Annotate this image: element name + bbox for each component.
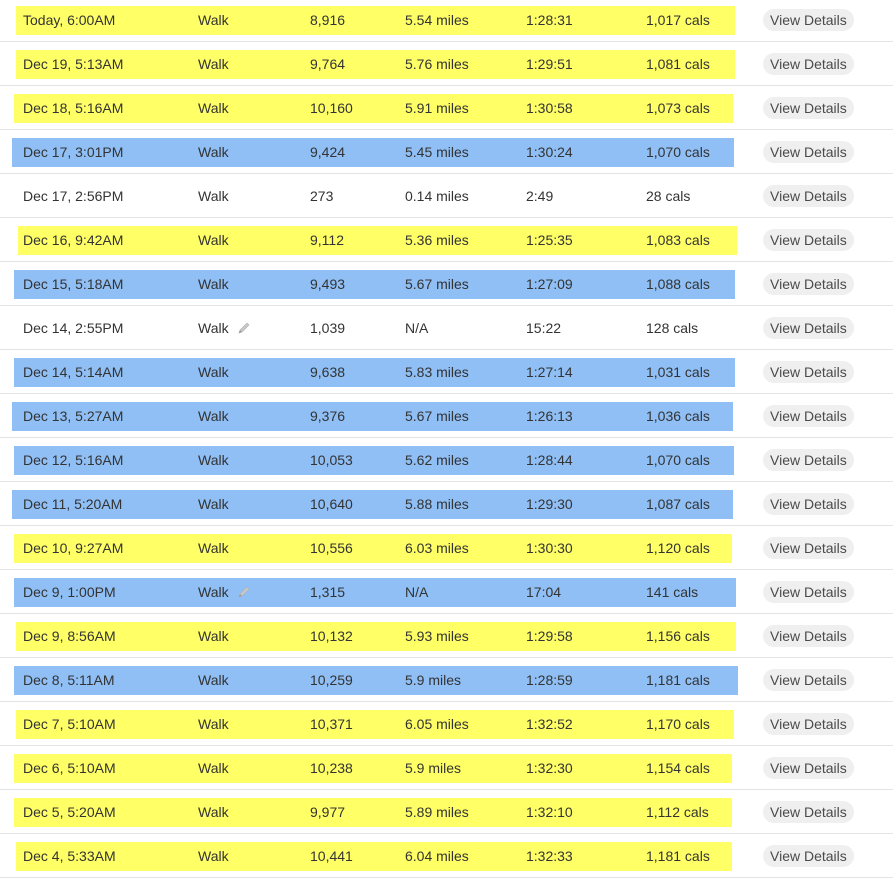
activity-steps: 9,112 [310, 232, 344, 248]
activity-duration: 1:27:14 [526, 364, 573, 380]
activity-row [0, 350, 893, 394]
activity-steps: 273 [310, 188, 334, 204]
activity-steps: 9,977 [310, 804, 346, 820]
view-details-button[interactable]: View Details [763, 185, 854, 207]
activity-date: Dec 8, 5:11AM [23, 672, 115, 688]
activity-steps: 10,053 [310, 452, 353, 468]
activity-row [0, 130, 893, 174]
activity-calories: 1,036 cals [646, 408, 710, 424]
activity-steps: 10,238 [310, 760, 353, 776]
activity-distance: 5.67 miles [405, 276, 469, 292]
activity-type [198, 834, 229, 878]
activity-type [198, 702, 229, 746]
row-highlight [14, 798, 732, 827]
activity-type-label: Walk [198, 584, 229, 600]
activity-distance: 5.89 miles [405, 804, 469, 820]
activity-duration: 1:25:35 [526, 232, 573, 248]
activity-duration: 1:29:51 [526, 56, 573, 72]
activity-duration: 1:28:59 [526, 672, 573, 688]
activity-date: Today, 6:00AM [23, 12, 116, 28]
activity-type [198, 174, 229, 218]
activity-calories: 1,070 cals [646, 144, 710, 160]
activity-date: Dec 12, 5:16AM [23, 452, 124, 468]
activity-duration: 1:28:31 [526, 12, 573, 28]
activity-calories: 1,031 cals [646, 364, 710, 380]
activity-steps: 9,376 [310, 408, 346, 424]
activity-distance: 5.54 miles [405, 12, 469, 28]
activity-type-label: Walk [198, 628, 229, 644]
activity-type-label: Walk [198, 100, 229, 116]
activity-date: Dec 4, 5:33AM [23, 848, 116, 864]
activity-steps: 9,764 [310, 56, 346, 72]
activity-calories: 1,112 cals [646, 804, 709, 820]
activity-distance: 5.62 miles [405, 452, 469, 468]
activity-steps: 10,259 [310, 672, 353, 688]
activity-distance: 6.03 miles [405, 540, 469, 556]
activity-type [198, 350, 229, 394]
activity-calories: 1,181 cals [646, 848, 710, 864]
view-details-button[interactable]: View Details [763, 669, 854, 691]
activity-steps: 9,493 [310, 276, 346, 292]
view-details-button[interactable]: View Details [763, 537, 854, 559]
view-details-button[interactable]: View Details [763, 449, 854, 471]
view-details-button[interactable]: View Details [763, 141, 854, 163]
activity-duration: 1:26:13 [526, 408, 573, 424]
view-details-button[interactable]: View Details [763, 581, 854, 603]
activity-type-label: Walk [198, 56, 229, 72]
activity-distance: 5.76 miles [405, 56, 469, 72]
row-highlight [14, 666, 738, 695]
activity-type [198, 394, 229, 438]
activity-row [0, 614, 893, 658]
activity-distance: 5.9 miles [405, 760, 462, 776]
activity-type-label: Walk [198, 232, 229, 248]
activity-date: Dec 9, 1:00PM [23, 584, 116, 600]
activity-type [198, 570, 252, 614]
view-details-button[interactable]: View Details [763, 53, 854, 75]
activity-duration: 1:27:09 [526, 276, 573, 292]
activity-row [0, 834, 893, 878]
activity-duration: 1:32:30 [526, 760, 573, 776]
activity-distance: 5.45 miles [405, 144, 469, 160]
activity-distance: 6.04 miles [405, 848, 469, 864]
activity-type [198, 130, 229, 174]
row-highlight [16, 842, 732, 871]
activity-date: Dec 10, 9:27AM [23, 540, 124, 556]
view-details-button[interactable]: View Details [763, 801, 854, 823]
row-highlight [14, 754, 732, 783]
activity-type [198, 482, 229, 526]
activity-type [198, 438, 229, 482]
activity-duration: 1:29:58 [526, 628, 573, 644]
activity-row [0, 438, 893, 482]
activity-calories: 1,083 cals [646, 232, 710, 248]
activity-row [0, 570, 893, 614]
activity-type [198, 614, 229, 658]
activity-date: Dec 11, 5:20AM [23, 496, 123, 512]
view-details-button[interactable]: View Details [763, 405, 854, 427]
activity-duration: 1:32:10 [526, 804, 573, 820]
activity-duration: 1:29:30 [526, 496, 573, 512]
activity-row [0, 394, 893, 438]
activity-calories: 1,017 cals [646, 12, 710, 28]
activity-calories: 141 cals [646, 584, 699, 600]
pencil-edit-icon [236, 584, 252, 600]
activity-duration: 1:30:58 [526, 100, 573, 116]
activity-date: Dec 7, 5:10AM [23, 716, 116, 732]
activity-steps: 10,441 [310, 848, 353, 864]
activity-row [0, 702, 893, 746]
activity-type [198, 306, 252, 350]
activity-type-label: Walk [198, 716, 229, 732]
view-details-button[interactable]: View Details [763, 757, 854, 779]
activity-date: Dec 14, 5:14AM [23, 364, 124, 380]
activity-type-label: Walk [198, 188, 229, 204]
activity-steps: 8,916 [310, 12, 346, 28]
activity-distance: 6.05 miles [405, 716, 469, 732]
activity-duration: 1:30:24 [526, 144, 573, 160]
activity-duration: 1:28:44 [526, 452, 573, 468]
activity-type [198, 0, 229, 42]
activity-type-label: Walk [198, 408, 229, 424]
activity-row [0, 0, 893, 42]
activity-type [198, 42, 229, 86]
activity-type [198, 526, 229, 570]
activity-duration: 1:30:30 [526, 540, 573, 556]
activity-type-label: Walk [198, 364, 229, 380]
activity-type-label: Walk [198, 452, 229, 468]
row-highlight [16, 622, 736, 651]
activity-row [0, 306, 893, 350]
activity-type-label: Walk [198, 540, 229, 556]
row-highlight [16, 6, 735, 35]
row-highlight [16, 710, 734, 739]
activity-type [198, 790, 229, 834]
activity-row [0, 746, 893, 790]
view-details-button[interactable]: View Details [763, 273, 854, 295]
row-highlight [16, 50, 735, 79]
activity-duration: 15:22 [526, 320, 562, 336]
activity-type-label: Walk [198, 496, 229, 512]
view-details-button[interactable]: View Details [763, 625, 854, 647]
activity-date: Dec 17, 2:56PM [23, 188, 124, 204]
activity-duration: 1:32:52 [526, 716, 573, 732]
activity-steps: 10,556 [310, 540, 353, 556]
activity-calories: 1,120 cals [646, 540, 710, 556]
activity-type-label: Walk [198, 672, 229, 688]
activity-row [0, 482, 893, 526]
view-details-button[interactable]: View Details [763, 229, 854, 251]
activity-duration: 1:32:33 [526, 848, 573, 864]
activity-row [0, 42, 893, 86]
activity-calories: 1,073 cals [646, 100, 710, 116]
activity-distance: 5.93 miles [405, 628, 469, 644]
activity-type [198, 746, 229, 790]
activity-distance: N/A [405, 584, 429, 600]
activity-distance: N/A [405, 320, 429, 336]
view-details-button[interactable]: View Details [763, 97, 854, 119]
activity-distance: 0.14 miles [405, 188, 469, 204]
activity-type-label: Walk [198, 12, 229, 28]
activity-distance: 5.67 miles [405, 408, 469, 424]
activity-row [0, 174, 893, 218]
activity-distance: 5.36 miles [405, 232, 469, 248]
activity-calories: 1,181 cals [646, 672, 710, 688]
view-details-button[interactable]: View Details [763, 713, 854, 735]
row-highlight [14, 578, 736, 607]
view-details-button[interactable]: View Details [763, 845, 854, 867]
activity-date: Dec 5, 5:20AM [23, 804, 116, 820]
activity-steps: 10,371 [310, 716, 353, 732]
view-details-button[interactable]: View Details [763, 493, 854, 515]
activity-date: Dec 9, 8:56AM [23, 628, 116, 644]
activity-distance: 5.91 miles [405, 100, 469, 116]
activity-calories: 1,087 cals [646, 496, 710, 512]
activity-row [0, 658, 893, 702]
activity-type-label: Walk [198, 144, 229, 160]
activity-steps: 10,640 [310, 496, 353, 512]
row-highlight [18, 226, 737, 255]
activity-calories: 1,170 cals [646, 716, 710, 732]
activity-calories: 28 cals [646, 188, 691, 204]
activity-date: Dec 6, 5:10AM [23, 760, 116, 776]
activity-date: Dec 16, 9:42AM [23, 232, 124, 248]
view-details-button[interactable]: View Details [763, 9, 854, 31]
activity-type-label: Walk [198, 804, 229, 820]
activity-distance: 5.88 miles [405, 496, 469, 512]
activity-date: Dec 18, 5:16AM [23, 100, 124, 116]
activity-date: Dec 13, 5:27AM [23, 408, 124, 424]
activity-distance: 5.83 miles [405, 364, 469, 380]
activity-duration: 2:49 [526, 188, 554, 204]
activity-row [0, 86, 893, 130]
pencil-edit-icon [236, 320, 252, 336]
activity-type [198, 262, 229, 306]
activity-row [0, 262, 893, 306]
activity-date: Dec 15, 5:18AM [23, 276, 124, 292]
activity-type [198, 218, 229, 262]
activity-row [0, 218, 893, 262]
activity-type [198, 86, 229, 130]
activity-date: Dec 14, 2:55PM [23, 320, 124, 336]
activity-duration: 17:04 [526, 584, 562, 600]
activity-calories: 1,154 cals [646, 760, 710, 776]
activity-type-label: Walk [198, 276, 229, 292]
activity-date: Dec 19, 5:13AM [23, 56, 124, 72]
activity-calories: 1,156 cals [646, 628, 710, 644]
activity-steps: 1,039 [310, 320, 346, 336]
activity-type-label: Walk [198, 760, 229, 776]
activity-calories: 1,070 cals [646, 452, 710, 468]
activity-calories: 128 cals [646, 320, 699, 336]
activity-date: Dec 17, 3:01PM [23, 144, 124, 160]
activity-calories: 1,081 cals [646, 56, 710, 72]
activity-steps: 10,132 [310, 628, 353, 644]
activity-steps: 1,315 [310, 584, 346, 600]
activity-type-label: Walk [198, 848, 229, 864]
activity-steps: 10,160 [310, 100, 353, 116]
activity-row [0, 790, 893, 834]
activity-calories: 1,088 cals [646, 276, 710, 292]
activity-type [198, 658, 229, 702]
activity-steps: 9,638 [310, 364, 346, 380]
view-details-button[interactable]: View Details [763, 361, 854, 383]
activity-steps: 9,424 [310, 144, 346, 160]
view-details-button[interactable]: View Details [763, 317, 854, 339]
activity-distance: 5.9 miles [405, 672, 462, 688]
activity-type-label: Walk [198, 320, 229, 336]
activity-row [0, 526, 893, 570]
